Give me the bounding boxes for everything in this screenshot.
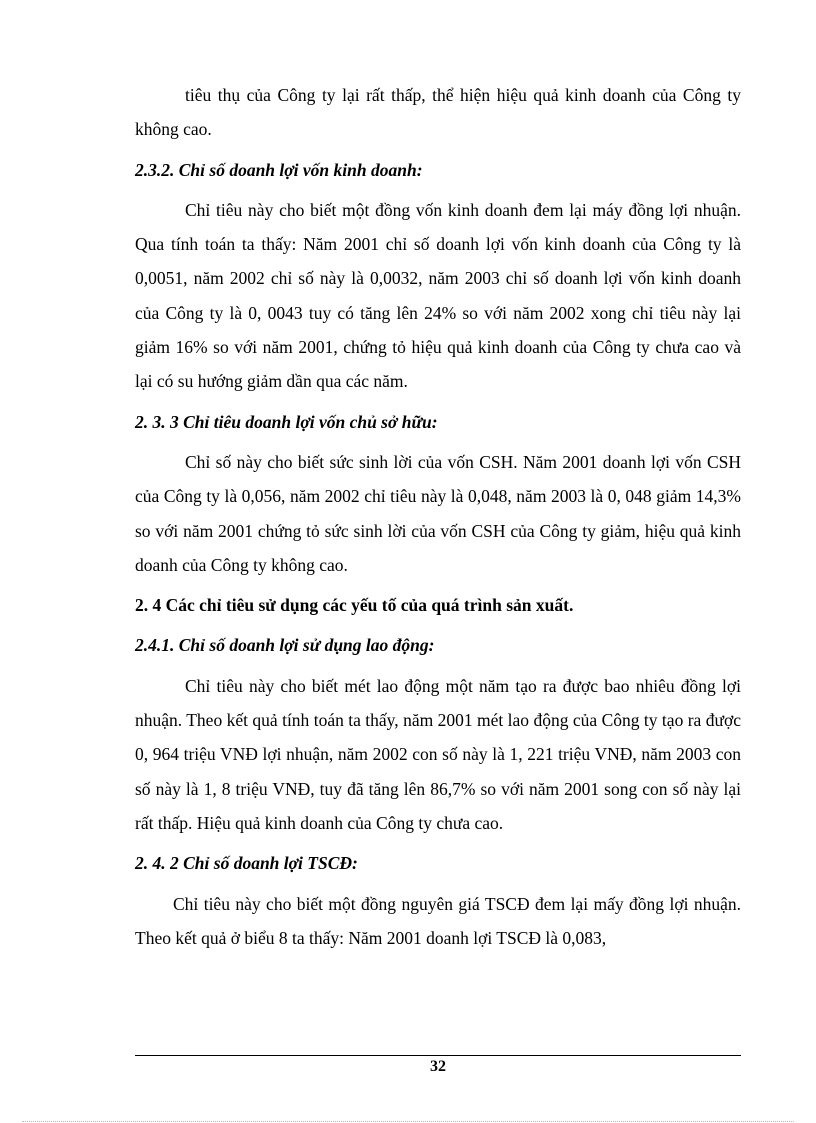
heading-2-3-2: 2.3.2. Chỉ số doanh lợi vốn kinh doanh: xyxy=(135,159,423,180)
paragraph-intro: tiêu thụ của Công ty lại rất thấp, thể hiện hiệu quả kinh doanh của Công ty không cao. xyxy=(135,85,741,140)
page-bottom-edge xyxy=(22,1121,794,1122)
heading-2-4: 2. 4 Các chỉ tiêu sử dụng các yếu tố của quá trình sản xuất. xyxy=(135,595,574,616)
document-page xyxy=(135,78,741,955)
paragraph-labor: Chỉ tiêu này cho biết mét lao động một năm tạo ra được bao nhiêu đồng lợi nhuận. Theo kết quả tính toán ta thấy, năm 2001 mét lao động của Công ty tạo ra được 0, 964 triệu VNĐ lợi nhuận, năm 2002 con số này là 1, 221 triệu VNĐ, năm 2003 con số này là 1, 8 triệu VNĐ, tuy đã tăng lên 86,7% so với năm 2001 song con số này lại rất thấp. Hiệu quả kinh doanh của Công ty chưa cao. xyxy=(135,675,741,833)
heading-2-4-2: 2. 4. 2 Chỉ số doanh lợi TSCĐ: xyxy=(135,853,358,874)
footer-divider xyxy=(135,1055,741,1056)
heading-2-4-1: 2.4.1. Chỉ số doanh lợi sử dụng lao động: xyxy=(135,635,435,656)
heading-2-3-3: 2. 3. 3 Chỉ tiêu doanh lợi vốn chủ sở hữu: xyxy=(135,411,438,432)
paragraph-fixed-assets: Chỉ tiêu này cho biết một đồng nguyên giá TSCĐ đem lại mấy đồng lợi nhuận. Theo kết quả ở biểu 8 ta thấy: Năm 2001 doanh lợi TSCĐ là 0,083, xyxy=(135,893,741,948)
page-number: 32 xyxy=(430,1058,446,1075)
paragraph-equity: Chỉ số này cho biết sức sinh lời của vốn CSH. Năm 2001 doanh lợi vốn CSH của Công ty là 0,056, năm 2002 chỉ tiêu này là 0,048, năm 2003 là 0, 048 giảm 14,3% so với năm 2001 chứng tỏ sức sinh lời của vốn CSH của Công ty giảm, hiệu quả kinh doanh của Công ty không cao. xyxy=(135,451,741,575)
paragraph-business-capital: Chỉ tiêu này cho biết một đồng vốn kinh doanh đem lại máy đồng lợi nhuận. Qua tính toán ta thấy: Năm 2001 chỉ số doanh lợi vốn kinh doanh của Công ty là 0,0051, năm 2002 chỉ số này là 0,0032, năm 2003 chỉ số doanh lợi vốn kinh doanh của Công ty là 0, 0043 tuy có tăng lên 24% so với năm 2002 xong chỉ tiêu này lại giảm 16% so với năm 2001, chứng tỏ hiệu quả kinh doanh của Công ty chưa cao và lại có su hướng giảm dần qua các năm. xyxy=(135,199,741,392)
